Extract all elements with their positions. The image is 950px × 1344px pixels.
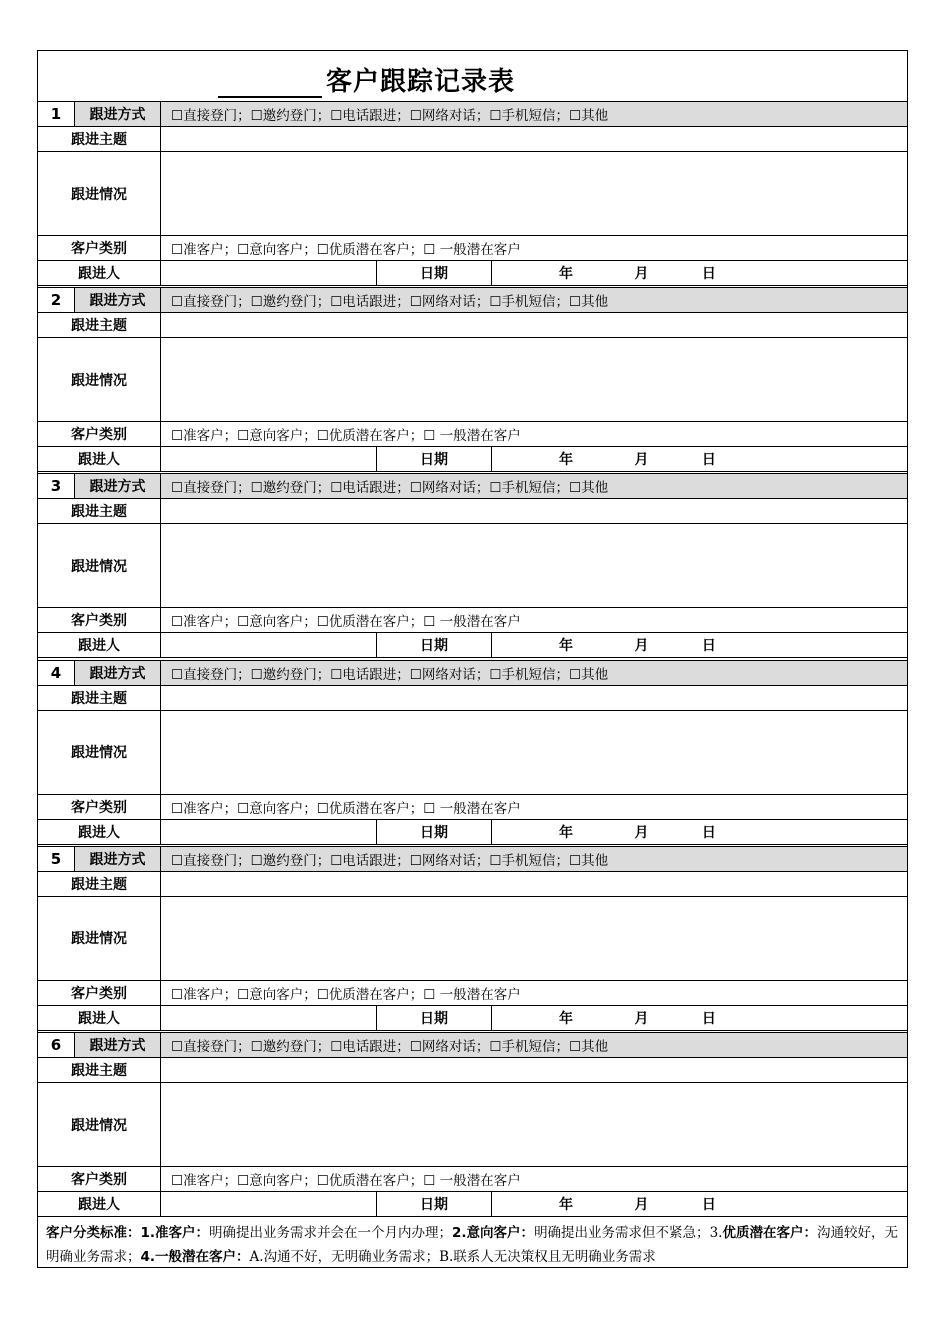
category-row	[38, 1167, 908, 1192]
category-label: 客户类别	[38, 1167, 161, 1192]
situation-field[interactable]	[161, 152, 908, 236]
topic-row	[38, 871, 908, 896]
category-row	[38, 236, 908, 261]
topic-field[interactable]	[161, 1058, 908, 1083]
person-field[interactable]	[161, 633, 377, 658]
method-label: 跟进方式	[75, 288, 161, 313]
category-options[interactable]: ☐准客户；☐意向客户；☐优质潜在客户；☐ 一般潜在客户	[161, 1167, 908, 1192]
title-blank-line[interactable]	[218, 72, 322, 98]
record-number: 6	[38, 1033, 75, 1058]
topic-label: 跟进主题	[38, 685, 161, 710]
situation-label: 跟进情况	[38, 524, 161, 608]
date-label: 日期	[377, 1005, 492, 1030]
situation-row	[38, 152, 908, 236]
day-label: 日	[701, 824, 716, 841]
method-options[interactable]: ☐直接登门；☐邀约登门；☐电话跟进；☐网络对话；☐手机短信；☐其他	[161, 288, 908, 313]
date-label: 日期	[377, 819, 492, 844]
category-label: 客户类别	[38, 608, 161, 633]
month-label: 月	[634, 824, 649, 841]
situation-field[interactable]	[161, 896, 908, 980]
note-term-3: 优质潜在客户：	[722, 1225, 817, 1241]
category-label: 客户类别	[38, 980, 161, 1005]
person-row	[38, 1192, 908, 1217]
category-label: 客户类别	[38, 794, 161, 819]
situation-field[interactable]	[161, 524, 908, 608]
year-label: 年	[559, 1010, 573, 1027]
method-row	[38, 1033, 908, 1058]
category-label: 客户类别	[38, 236, 161, 261]
topic-label: 跟进主题	[38, 127, 161, 152]
record-block	[37, 101, 908, 286]
category-options[interactable]: ☐准客户；☐意向客户；☐优质潜在客户；☐ 一般潜在客户	[161, 980, 908, 1005]
category-row	[38, 608, 908, 633]
month-label: 月	[634, 1197, 649, 1213]
topic-row	[38, 313, 908, 338]
note-term-4: 4.一般潜在客户：	[140, 1249, 250, 1265]
method-row	[38, 660, 908, 685]
situation-row	[38, 524, 908, 608]
situation-label: 跟进情况	[38, 1083, 161, 1167]
situation-row	[38, 710, 908, 794]
category-row	[38, 980, 908, 1005]
person-field[interactable]	[161, 447, 377, 472]
classification-note	[38, 1218, 907, 1269]
category-options[interactable]: ☐准客户；☐意向客户；☐优质潜在客户；☐ 一般潜在客户	[161, 422, 908, 447]
situation-row	[38, 896, 908, 980]
topic-row	[38, 499, 908, 524]
title-text: 客户跟踪记录表	[326, 67, 516, 97]
person-row	[38, 261, 908, 286]
topic-row	[38, 1058, 908, 1083]
person-row	[38, 633, 908, 658]
year-label: 年	[559, 266, 573, 282]
year-label: 年	[559, 638, 573, 655]
person-label: 跟进人	[38, 1192, 161, 1217]
day-label: 日	[701, 1010, 716, 1027]
person-label: 跟进人	[38, 633, 161, 658]
date-field[interactable]	[492, 633, 908, 658]
situation-label: 跟进情况	[38, 710, 161, 794]
day-label: 日	[701, 266, 716, 282]
date-field[interactable]	[492, 1192, 908, 1217]
record-number: 3	[38, 474, 75, 499]
record-block	[37, 473, 908, 658]
person-field[interactable]	[161, 819, 377, 844]
person-label: 跟进人	[38, 1005, 161, 1030]
topic-field[interactable]	[161, 499, 908, 524]
note-def-3: 沟通较好，无明确业务需求；	[46, 1225, 898, 1265]
method-label: 跟进方式	[75, 102, 161, 127]
topic-field[interactable]	[161, 871, 908, 896]
day-label: 日	[701, 1197, 716, 1213]
topic-row	[38, 127, 908, 152]
tracking-sheet	[37, 50, 908, 1268]
month-label: 月	[634, 266, 649, 282]
record-block	[37, 287, 908, 472]
record-number: 5	[38, 846, 75, 871]
record-number: 1	[38, 102, 75, 127]
title-row	[38, 51, 907, 101]
year-label: 年	[559, 824, 573, 841]
method-label: 跟进方式	[75, 846, 161, 871]
date-label: 日期	[377, 1192, 492, 1217]
method-label: 跟进方式	[75, 474, 161, 499]
note-num-3: 3.	[709, 1225, 723, 1241]
person-field[interactable]	[161, 261, 377, 286]
situation-label: 跟进情况	[38, 896, 161, 980]
category-options[interactable]: ☐准客户；☐意向客户；☐优质潜在客户；☐ 一般潜在客户	[161, 794, 908, 819]
month-label: 月	[634, 452, 649, 469]
situation-field[interactable]	[161, 710, 908, 794]
method-label: 跟进方式	[75, 660, 161, 685]
topic-label: 跟进主题	[38, 313, 161, 338]
date-label: 日期	[377, 447, 492, 472]
method-options[interactable]: ☐直接登门；☐邀约登门；☐电话跟进；☐网络对话；☐手机短信；☐其他	[161, 846, 908, 871]
record-number: 2	[38, 288, 75, 313]
method-row	[38, 102, 908, 127]
page-title	[218, 61, 515, 98]
category-label: 客户类别	[38, 422, 161, 447]
person-field[interactable]	[161, 1192, 377, 1217]
note-def-4: A.沟通不好，无明确业务需求；B.联系人无决策权且无明确业务需求	[249, 1249, 656, 1265]
situation-label: 跟进情况	[38, 338, 161, 422]
note-term-2: 2.意向客户：	[452, 1225, 535, 1241]
situation-row	[38, 1083, 908, 1167]
topic-field[interactable]	[161, 127, 908, 152]
method-options[interactable]: ☐直接登门；☐邀约登门；☐电话跟进；☐网络对话；☐手机短信；☐其他	[161, 1033, 908, 1058]
note-def-1: 明确提出业务需求并会在一个月内办理；	[209, 1225, 453, 1241]
topic-field[interactable]	[161, 313, 908, 338]
record-number: 4	[38, 660, 75, 685]
day-label: 日	[701, 452, 716, 469]
record-block	[37, 660, 908, 845]
person-label: 跟进人	[38, 261, 161, 286]
note-heading: 客户分类标准：	[46, 1225, 141, 1241]
date-field[interactable]	[492, 819, 908, 844]
method-options[interactable]: ☐直接登门；☐邀约登门；☐电话跟进；☐网络对话；☐手机短信；☐其他	[161, 102, 908, 127]
method-label: 跟进方式	[75, 1033, 161, 1058]
method-row	[38, 846, 908, 871]
person-row	[38, 447, 908, 472]
category-row	[38, 422, 908, 447]
method-options[interactable]: ☐直接登门；☐邀约登门；☐电话跟进；☐网络对话；☐手机短信；☐其他	[161, 474, 908, 499]
month-label: 月	[634, 638, 649, 655]
record-block	[37, 1032, 908, 1217]
situation-field[interactable]	[161, 1083, 908, 1167]
category-options[interactable]: ☐准客户；☐意向客户；☐优质潜在客户；☐ 一般潜在客户	[161, 608, 908, 633]
year-label: 年	[559, 1197, 573, 1213]
situation-row	[38, 338, 908, 422]
person-field[interactable]	[161, 1005, 377, 1030]
date-label: 日期	[377, 633, 492, 658]
person-label: 跟进人	[38, 819, 161, 844]
person-row	[38, 1005, 908, 1030]
year-label: 年	[559, 452, 573, 469]
topic-row	[38, 685, 908, 710]
category-row	[38, 794, 908, 819]
date-label: 日期	[377, 261, 492, 286]
category-options[interactable]: ☐准客户；☐意向客户；☐优质潜在客户；☐ 一般潜在客户	[161, 236, 908, 261]
method-row	[38, 288, 908, 313]
note-term-1: 1.准客户：	[140, 1225, 210, 1241]
record-block	[37, 846, 908, 1031]
date-field[interactable]	[492, 261, 908, 286]
person-row	[38, 819, 908, 844]
topic-label: 跟进主题	[38, 499, 161, 524]
method-options[interactable]: ☐直接登门；☐邀约登门；☐电话跟进；☐网络对话；☐手机短信；☐其他	[161, 660, 908, 685]
day-label: 日	[701, 638, 716, 655]
topic-field[interactable]	[161, 685, 908, 710]
method-row	[38, 474, 908, 499]
topic-label: 跟进主题	[38, 1058, 161, 1083]
situation-field[interactable]	[161, 338, 908, 422]
note-def-2: 明确提出业务需求但不紧急；	[534, 1225, 710, 1241]
date-field[interactable]	[492, 1005, 908, 1030]
person-label: 跟进人	[38, 447, 161, 472]
topic-label: 跟进主题	[38, 871, 161, 896]
month-label: 月	[634, 1010, 649, 1027]
situation-label: 跟进情况	[38, 152, 161, 236]
date-field[interactable]	[492, 447, 908, 472]
